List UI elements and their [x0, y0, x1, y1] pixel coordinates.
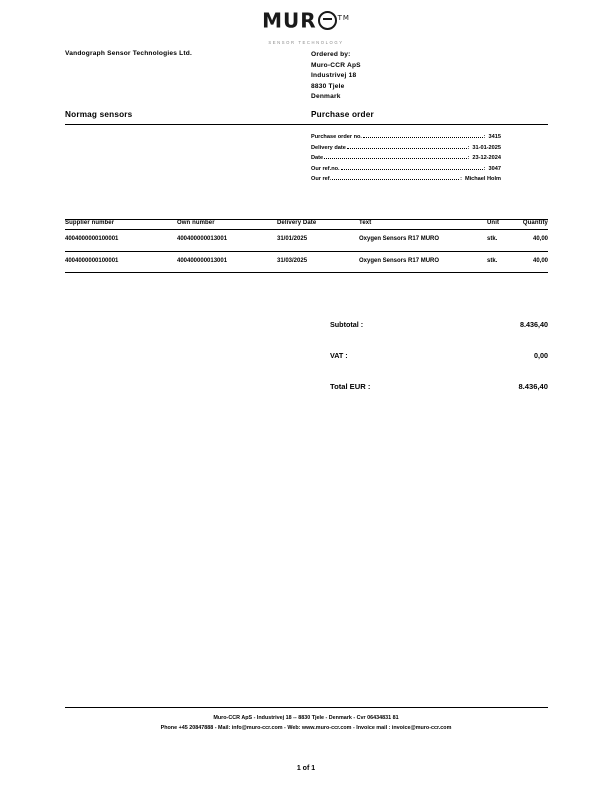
column-header-supplier-number: Supplier number — [65, 220, 115, 226]
logo-trademark: TM — [337, 14, 350, 22]
footer-divider — [65, 707, 548, 708]
subtotal-value: 8.436,40 — [520, 320, 548, 329]
cell-delivery-date: 31/03/2025 — [277, 257, 308, 264]
page-title: Purchase order — [311, 110, 374, 119]
ordered-by-line-2: Industrivej 18 — [311, 72, 357, 80]
meta-colon: : — [467, 144, 470, 151]
ordered-by-block — [311, 50, 361, 103]
vat-label: VAT : — [330, 351, 348, 360]
column-header-own-number: Own number — [177, 220, 215, 226]
subtotal-row — [330, 320, 548, 329]
header-divider — [65, 124, 548, 125]
cell-text: Oxygen Sensors R17 MURO — [359, 257, 440, 264]
cell-supplier-number: 4004000000100001 — [65, 257, 119, 264]
meta-value: 3415 — [488, 134, 501, 140]
dotted-leader-icon — [363, 132, 483, 138]
meta-colon: : — [483, 134, 486, 140]
cell-delivery-date: 31/01/2025 — [277, 236, 308, 242]
cell-unit: stk. — [487, 236, 498, 242]
meta-label: Our ref.no. — [311, 165, 340, 172]
o-icon — [318, 11, 337, 30]
line-items-table — [65, 219, 548, 273]
vat-row — [330, 351, 548, 360]
total-label: Total EUR : — [330, 382, 371, 391]
column-header-text: Text — [359, 220, 372, 226]
meta-label: Our ref. — [311, 176, 332, 183]
order-meta — [311, 132, 501, 185]
table-row — [65, 252, 548, 273]
meta-value: 31-01-2025 — [472, 144, 501, 151]
cell-own-number: 400400000013001 — [177, 236, 228, 242]
meta-row — [311, 143, 501, 154]
ordered-by-line-1: Muro-CCR ApS — [311, 61, 361, 69]
meta-colon: : — [460, 176, 462, 183]
cell-own-number: 400400000013001 — [177, 257, 228, 264]
meta-colon: : — [467, 155, 470, 162]
logo-tagline: SENSOR TECHNOLOGY — [268, 39, 344, 45]
subtotal-label: Subtotal : — [330, 320, 364, 329]
logo-text: MUR — [262, 8, 317, 33]
column-header-delivery-date: Delivery Date — [277, 220, 317, 226]
footer — [0, 713, 612, 733]
cell-unit: stk. — [487, 257, 498, 264]
meta-label: Date — [311, 155, 324, 162]
cell-quantity: 40,00 — [532, 236, 548, 242]
page-indicator: 1 of 1 — [296, 765, 316, 772]
dotted-leader-icon — [332, 174, 459, 180]
meta-colon: : — [483, 165, 486, 172]
ordered-by-line-4: Denmark — [311, 93, 341, 101]
supplier-name: Vandograph Sensor Technologies Ltd. — [65, 50, 193, 57]
meta-row — [311, 174, 501, 185]
column-header-unit: Unit — [487, 220, 500, 226]
section-title-left: Normag sensors — [65, 110, 133, 119]
footer-line-2: Phone +45 20847888 - Mail: info@muro-ccr.com - Web: www.muro-ccr.com - Invoice mail : invoice@muro-ccr.com — [160, 725, 452, 731]
logo-wordmark — [262, 8, 350, 53]
table-header-row — [65, 220, 548, 229]
totals-block — [330, 320, 548, 413]
meta-row — [311, 132, 501, 143]
meta-row — [311, 164, 501, 175]
meta-value: 23-12-2024 — [472, 155, 501, 162]
total-row — [330, 382, 548, 391]
meta-value: 3047 — [488, 165, 501, 172]
dotted-leader-icon — [341, 164, 483, 170]
vat-value: 0,00 — [534, 351, 548, 360]
ordered-by-line-3: 8830 Tjele — [311, 82, 345, 90]
table-row — [65, 230, 548, 251]
column-header-quantity: Quantity — [522, 220, 548, 226]
table-bottom-rule — [65, 272, 548, 273]
meta-label: Delivery date — [311, 144, 346, 151]
total-value: 8.436,40 — [518, 382, 548, 391]
meta-value: Michael Holm — [464, 176, 501, 183]
cell-text: Oxygen Sensors R17 MURO — [359, 236, 440, 242]
meta-row — [311, 153, 501, 164]
dotted-leader-icon — [347, 143, 467, 149]
cell-quantity: 40,00 — [532, 257, 548, 264]
dotted-leader-icon — [324, 153, 466, 159]
meta-label: Purchase order no. — [311, 134, 362, 140]
brand-logo — [0, 8, 612, 53]
cell-supplier-number: 4004000000100001 — [65, 236, 119, 242]
footer-line-1: Muro-CCR ApS - Industrivej 18 -- 8830 Tjele - Denmark - Cvr 06434831 81 — [213, 715, 399, 721]
ordered-by-label: Ordered by: — [311, 51, 351, 58]
